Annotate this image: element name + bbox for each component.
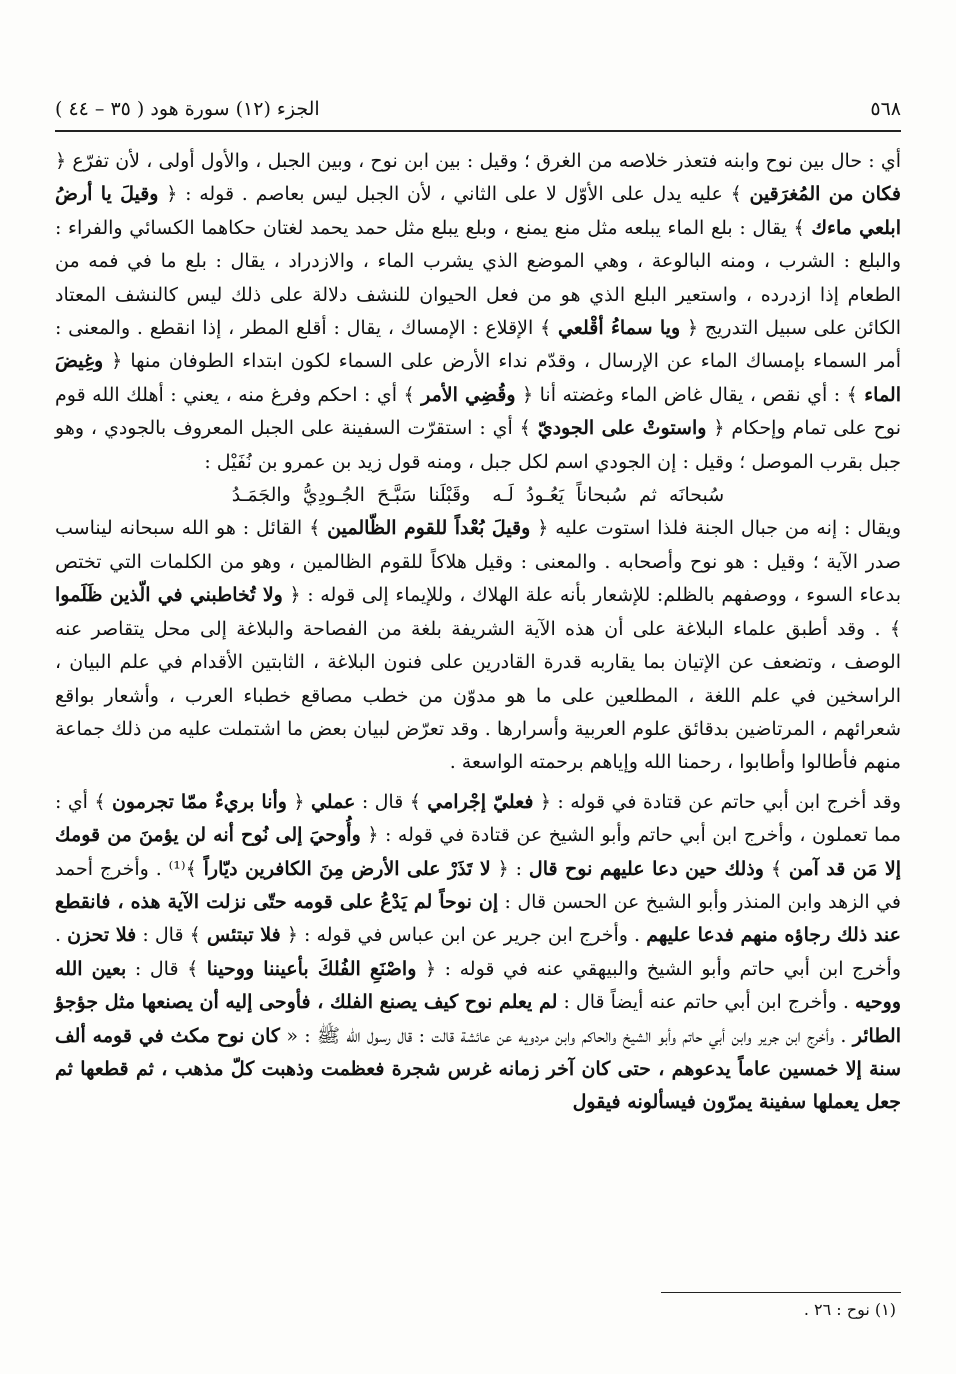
body-text [55,145,901,1120]
narration-quote: بعين الله ووحيه [55,957,901,1014]
text-run: ﴾ . وقد أطبق علماء البلاغة على أن هذه الآية الشريفة بلغة من الفصاحة والبلاغة إلى محل يتقاصر عنه الوصف ، وتضعف عن الإتيان بما يقاربه قدرة القادرين على فنون البلاغة ، الثابتين الأقدام في علم البيان ، الراسخين في علم اللغة ، المطلعين على ما هو مدوّن من خطب مصاقع خطباء العرب ، وأشعار بواقع شعرائهم ، المرتاضين بدقائق علوم العربية وأسرارها . وقد تعرّض لبيان بعض ما اشتملت عليه من ذلك جماعة منهم فأطالوا وأطابوا ، رحمنا الله وإياهم برحمته الواسعة . [55,617,901,774]
text-run: . وأخرج ابن أبي حاتم عنه أيضاً قال : [563,991,849,1014]
quran-quote: وأنا بريءٌ ممّا تجرمون [111,790,287,813]
quran-quote: فكان من المُغرَقين [749,183,901,206]
hadith-quote: كان نوح مكث في قومه ألف سنة إلا خمسين عاماً يدعوهم ، حتى كان آخر زمانه غرس شجرة فعظمت وذهبت كلّ مذهب ، ثم قطعها ثم جعل يعملها سفينة يمرّون فيسألونه فيقول [55,1024,901,1114]
text-run: ﴾ قال : [134,957,199,980]
text-run: أي : حال بين نوح وابنه فتعذر خلاصه من الغرق ؛ وقيل : بين ابن نوح ، وبين الجبل ، والأول أولى ، لأن تفرّع ﴿ [55,150,902,172]
page-number: ٥٦٨ [870,98,901,120]
quran-quote: فلا تبتئس [206,924,281,947]
text-run: ﴾ [770,857,782,880]
text-run: ﴾ قال : [361,790,421,813]
narration-quote: لم يعلم نوح كيف يصنع الفلك ، فأوحى إليه أن يصنعها مثل جؤجؤ الطائر [55,991,901,1047]
footnote-rule [661,1292,901,1293]
running-title: الجزء (١٢) سورة هود ( ٣٥ – ٤٤ ) [55,98,320,120]
text-run: ﴾ أي : استقرّت السفينة على الجبل المعروف بالجودي ، وهو جبل بقرب الموصل ؛ وقيل : إن الجودي اسم لكل جبل ، ومنه قول زيد بن عمرو بن نُفَيْل : [55,417,901,473]
text-run: . وأخرج ابن أبي حاتم وأبو الشيخ والبيهقي عنه في قوله : ﴿ [55,924,901,980]
footnote: (١) نوح : ٢٦ . [803,1300,896,1319]
quran-quote: واصْنَعِ الفُلكَ بأعيننا ووحينا [206,957,417,980]
text-run: ﴾ أي : مما تعملون ، وأخرج ابن أبي حاتم وأبو الشيخ عن قتادة في قوله : ﴿ [55,790,902,847]
poetry-verse [55,479,901,512]
narration-quote: وذلك حين دعا عليهم نوح قال [528,857,764,880]
narration-quote: عملي [310,790,356,813]
text-run: ﴾ القائل : هو الله سبحانه ليناسب صدر الآية ؛ وقيل : هو نوح وأصحابه . والمعنى : وقيل هلاكاً للقوم الظالمين ، وهو من الكلمات التي تختص بدعاء السوء ، ووصفهم بالظلم: للإشعار بأنه علة الهلاك ، وللإيماء إلى قوله : ﴿ [55,517,901,607]
quran-quote: ويا سماءُ أقْلعي [557,317,681,340]
verse-hemistich-left: وقَبْلَنا سَبَّـحَ الجُـودِيُّ والجَمَـدُ [231,484,471,507]
text-run: ﴾ قال : [142,924,201,947]
quran-quote: واستوتْ على الجوديّ [537,417,707,440]
quran-quote: لا تَذَرْ على الأرض مِنَ الكافرين ديّاراً [203,857,491,880]
header-rule [55,130,901,132]
text-run: : ﴿ [497,857,522,880]
text-run: ﴿ [293,790,305,813]
paragraph-commentary [55,145,901,479]
text-run: . وأخرج ابن جرير عن ابن عباس في قوله : ﴿ [286,924,641,947]
quran-quote: فعليّ إجْرامي [427,790,534,813]
text-run: ﴾ الإقلاع : الإمساك ، يقال : أقلع المطر ، إذا انقطع . والمعنى : أمر السماء بإمساك الماء عن الإرسال ، وقدّم نداء الأرض على السماء لكون ابتداء الطوفان منها ﴿ [55,317,901,373]
text-run: ﴾ أي : احكم وفرغ منه ، يعني : أهلك الله قوم نوح على تمام وإحكام ﴿ [55,383,901,440]
quran-quote: ولا تُخاطبني في الّذين ظَلَموا [55,584,283,607]
text-run: ويقال : إنه من جبال الجنة فلذا استوت عليه ﴿ [537,517,902,540]
text-run: ﴾ يقال : بلع الماء يبلعه مثل منع يمنع ، وبلع يبلع مثل حمد يحمد لغتان حكاهما الكسائي والفراء : والبلع : الشرب ، ومنه البالوعة ، وهي الموضع الذي يشرب الماء ، والازدراد ، يقال : بلع ما في فمه من الطعام إذا ازدرده ، واستعير البلع الذي هو من فعل الحيوان للنشف دلالة على ذلك ليس كالنشف المعتاد الكائن على سبيل التدريج ﴿ [55,216,902,340]
quran-quote: وقيلَ بُعْداً للقوم الظّالمين [327,517,531,540]
quran-quote: وغِيضَ الماء [55,350,901,406]
verse-hemistich-right: سُبحانَه ثم سُبحاناً يَعُـودُ لَـه [492,484,725,507]
quran-quote: وقيلَ يا أرضُ ابلعي ماءك [55,183,901,239]
quran-quote: وأُوحيَ إلى نُوح أنه لن يؤمنَ من قومك إلا مَن قد آمن [55,824,901,880]
text-run: وقد أخرج ابن أبي حاتم عن قتادة في قوله : ﴿ [539,790,902,813]
quran-quote: وقُضِي الأمر [421,383,516,406]
text-run: ﴾⁽¹⁾ . وأخرج أحمد في الزهد وابن المنذر وأبو الشيخ عن الحسن قال : [55,857,902,913]
text-run: ﴾ : أي نقص ، يقال غاض الماء وغضته أنا ﴿ [522,383,858,406]
narration-quote: فلا تحزن [67,924,137,947]
text-run: . وأخرج ابن جرير وابن أبي حاتم وأبو الشيخ والحاكم وابن مردويه عن عائشة قالت : قال رسول الله ﷺ : « [286,1024,847,1047]
text-run: ﴾ عليه يدل على الأوّل لا على الثاني ، لأن الجبل ليس بعاصم . قوله : ﴿ [166,183,742,206]
narration-quote: إن نوحاً لم يَدْعُ على قومه حتّى نزلت الآية هذه ، فانقطع عند ذلك رجاؤه منهم فدعا عليهم [55,890,901,947]
paragraph-narrations [55,786,901,1120]
page-header [55,92,901,126]
paragraph-balagha [55,512,901,779]
